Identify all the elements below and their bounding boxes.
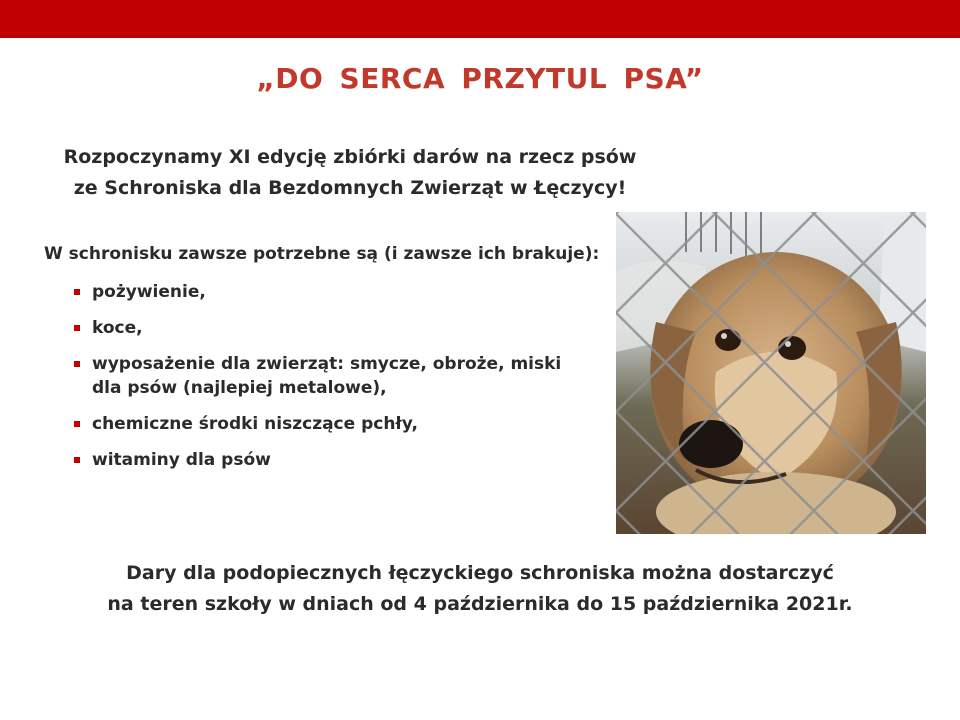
intro-line-2: ze Schroniska dla Bezdomnych Zwierząt w Łęczycy! xyxy=(73,177,627,199)
closing-line-1: Dary dla podopiecznych łęczyckiego schroniska można dostarczyć xyxy=(126,562,834,584)
list-item xyxy=(74,412,594,436)
page-title: „DO SERCA PRZYTUL PSA” xyxy=(256,62,704,95)
closing-line-2: na teren szkoły w dniach od 4 października do 15 października 2021r. xyxy=(107,593,853,615)
bullet-icon xyxy=(74,421,80,427)
closing-text xyxy=(0,558,960,620)
list-item xyxy=(74,352,594,400)
top-accent-bar xyxy=(0,0,960,38)
list-item-text: chemiczne środki niszczące pchły, xyxy=(92,414,418,434)
list-item-text: wyposażenie dla zwierząt: smycze, obroże, miski xyxy=(92,354,562,374)
list-item-text: witaminy dla psów xyxy=(92,450,271,470)
list-item xyxy=(74,280,594,304)
list-item-text-continued: dla psów (najlepiej metalowe), xyxy=(92,378,387,398)
bullet-icon xyxy=(74,361,80,367)
list-item xyxy=(74,316,594,340)
dog-behind-fence-icon xyxy=(616,212,926,534)
dog-photo xyxy=(616,212,926,534)
intro-text xyxy=(30,142,670,204)
bullet-icon xyxy=(74,325,80,331)
needs-list xyxy=(74,280,594,472)
list-item xyxy=(74,448,594,472)
intro-line-1: Rozpoczynamy XI edycję zbiórki darów na rzecz psów xyxy=(63,146,637,168)
bullet-icon xyxy=(74,289,80,295)
bullet-icon xyxy=(74,457,80,463)
needs-heading: W schronisku zawsze potrzebne są (i zawsze ich brakuje): xyxy=(44,244,600,264)
list-item-text: koce, xyxy=(92,318,143,338)
list-item-text: pożywienie, xyxy=(92,282,206,302)
